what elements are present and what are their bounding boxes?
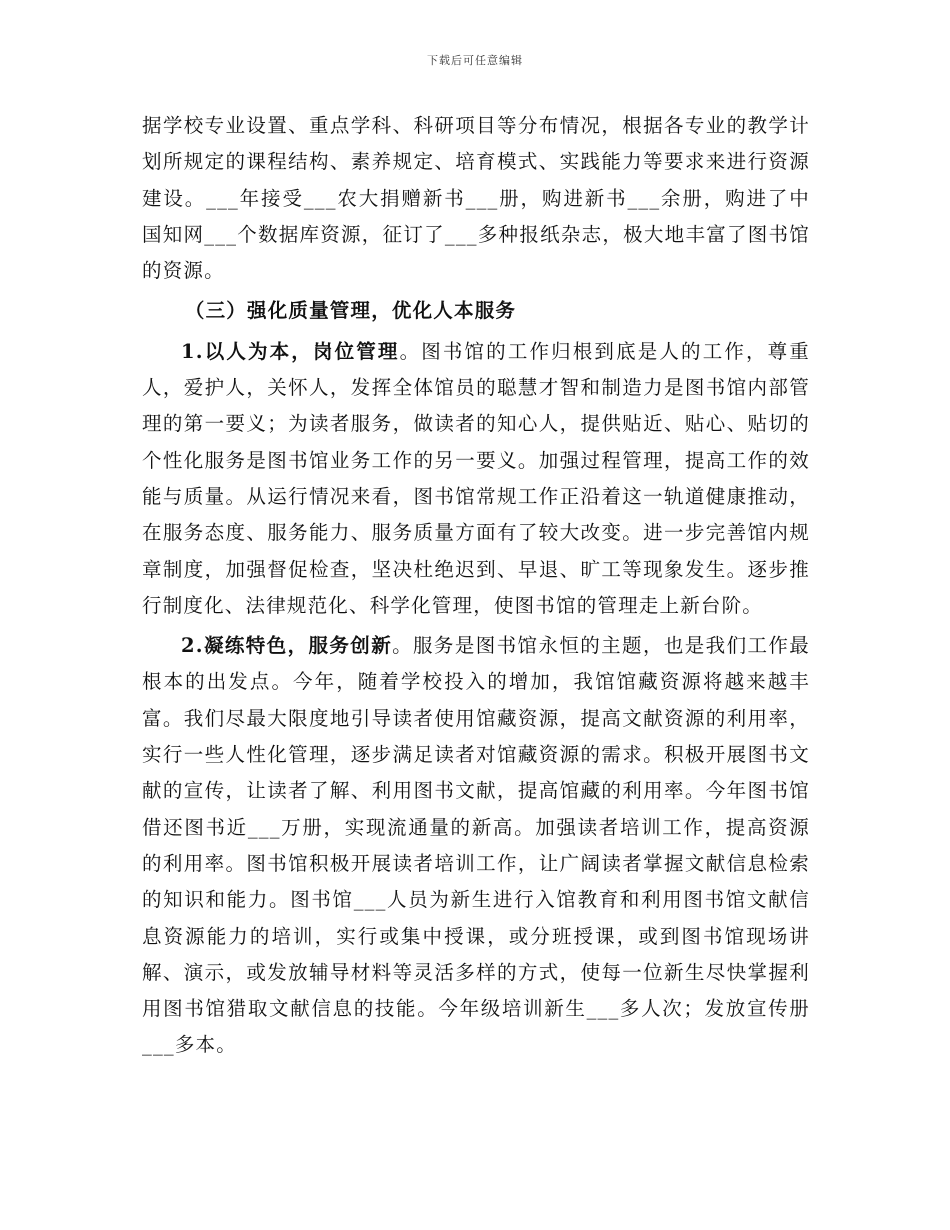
item-title-people-oriented: 1.以人为本，岗位管理 bbox=[181, 339, 400, 363]
section-heading-quality-management: （三）强化质量管理，优化人本服务 bbox=[184, 299, 517, 323]
item-title-service-innovation: 2.凝练特色，服务创新 bbox=[181, 634, 393, 658]
paragraph-service-innovation bbox=[142, 628, 810, 1064]
page-header: 下载后可任意编辑 bbox=[427, 54, 523, 67]
paragraph-people-oriented bbox=[142, 334, 810, 624]
paragraph-resource-building: 据学校专业设置、重点学科、科研项目等分布情况，根据各专业的教学计划所规定的课程结构、素养规定、培育模式、实践能力等要求来进行资源建设。___年接受___农大捐赠新书___册，购进新书___余册，购进了中国知网___个数据库资源，征订了___多种报纸杂志，极大地丰富了图书馆的资源。 bbox=[142, 114, 810, 283]
item-body-people-oriented: 。图书馆的工作归根到底是人的工作，尊重人，爱护人，关怀人，发挥全体馆员的聪慧才智和制造力是图书馆内部管理的第一要义；为读者服务，做读者的知心人，提供贴近、贴心、贴切的个性化服务是图书馆业务工作的另一要义。加强过程管理，提高工作的效能与质量。从运行情况来看，图书馆常规工作正沿着这一轨道健康推动，在服务态度、服务能力、服务质量方面有了较大改变。进一步完善馆内规章制度，加强督促检查，坚决杜绝迟到、早退、旷工等现象发生。逐步推行制度化、法律规范化、科学化管理，使图书馆的管理走上新台阶。 bbox=[142, 339, 810, 617]
document-body bbox=[142, 108, 810, 1064]
item-body-service-innovation: 。服务是图书馆永恒的主题，也是我们工作最根本的出发点。今年，随着学校投入的增加，我馆馆藏资源将越来越丰富。我们尽最大限度地引导读者使用馆藏资源，提高文献资源的利用率，实行一些人性化管理，逐步满足读者对馆藏资源的需求。积极开展图书文献的宣传，让读者了解、利用图书文献，提高馆藏的利用率。今年图书馆借还图书近___万册，实现流通量的新高。加强读者培训工作，提高资源的利用率。图书馆积极开展读者培训工作，让广阔读者掌握文献信息检索的知识和能力。图书馆___人员为新生进行入馆教育和利用图书馆文献信息资源能力的培训，实行或集中授课，或分班授课，或到图书馆现场讲解、演示，或发放辅导材料等灵活多样的方式，使每一位新生尽快掌握利用图书馆猎取文献信息的技能。今年级培训新生___多人次；发放宣传册___多本。 bbox=[142, 634, 810, 1057]
